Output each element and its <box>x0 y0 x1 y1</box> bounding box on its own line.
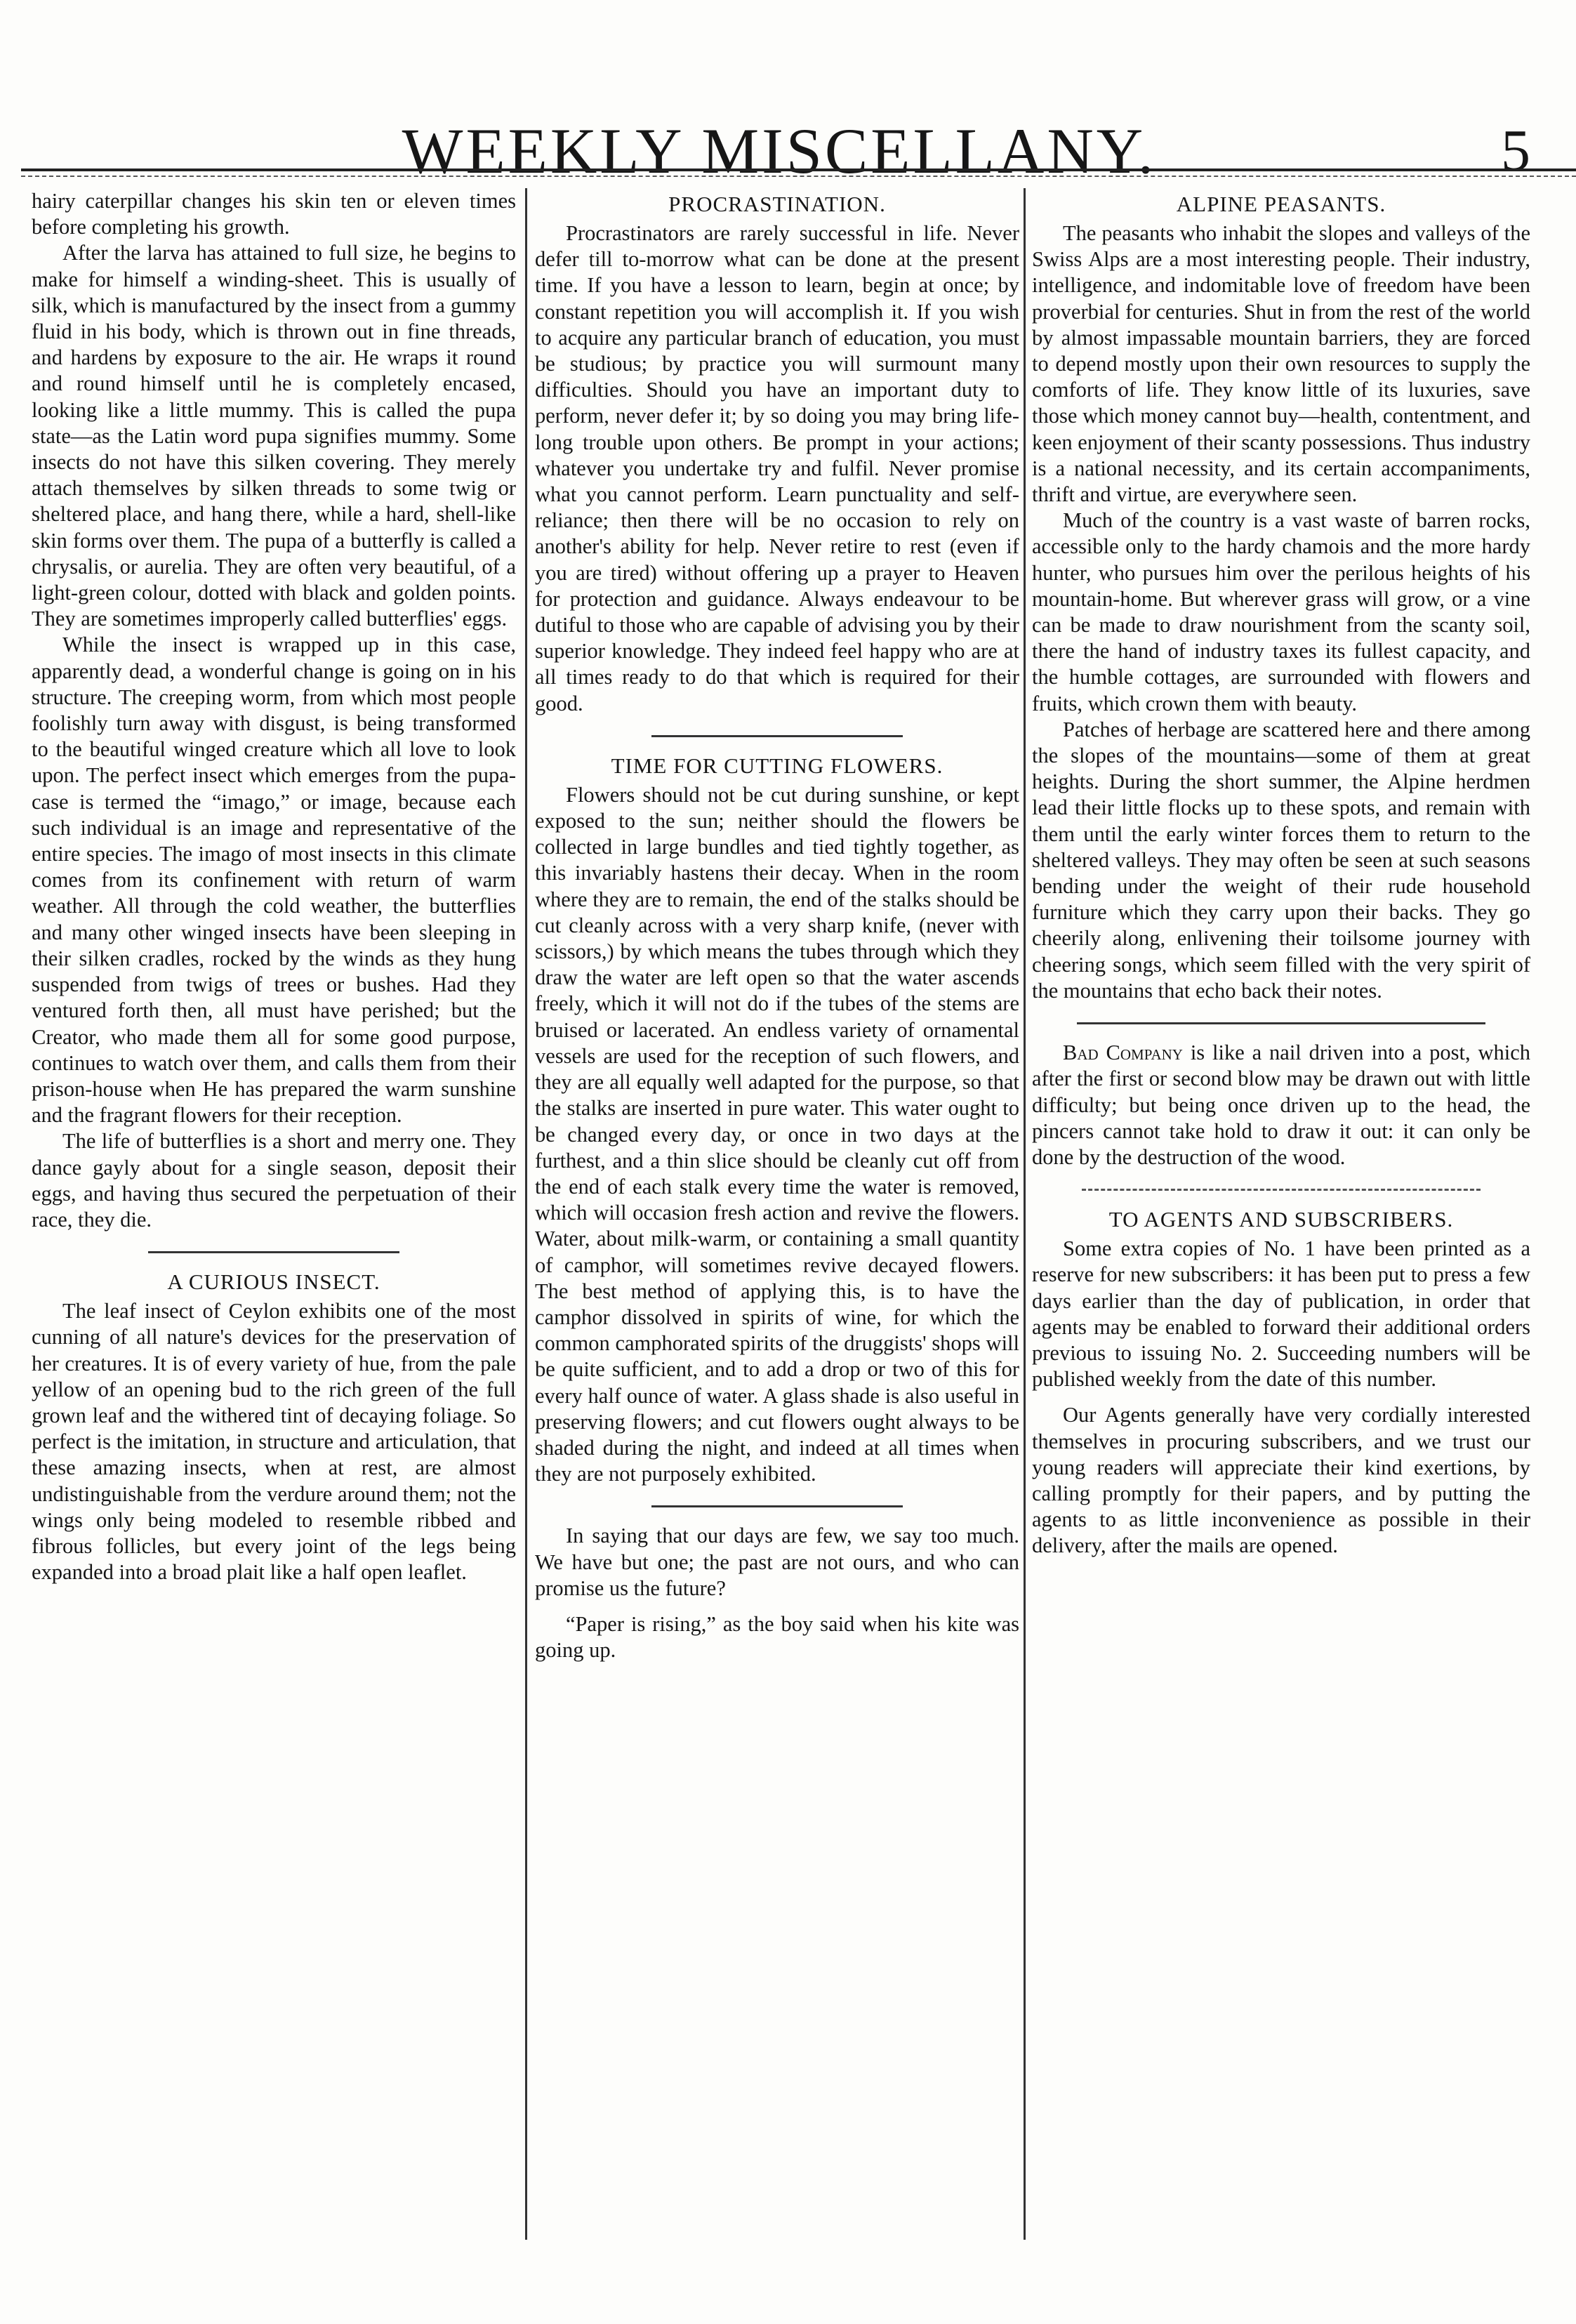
headline-alpine-peasants: ALPINE PEASANTS. <box>1176 192 1386 216</box>
article-paragraph: Much of the country is a vast waste of barren rocks, accessible only to the hardy chamois and the more hardy hunter, who pursues him over the perilous heights of his mountain-home. But wherever grass will grow, or a vine can be made to draw nourishment from the scanty soil, there the hand of industry taxes its fullest capacity, and the humble cottages, are surrounded with flowers and fruits, which crown them with beauty. <box>1032 508 1530 715</box>
article-paragraph: In saying that our days are few, we say too much. We have but one; the past are not ours, and who can promise us the future? <box>535 1524 1019 1600</box>
masthead-dashed-rule <box>21 176 1576 177</box>
column-1 <box>32 188 516 2296</box>
column-3 <box>1032 188 1530 2296</box>
article-paragraph: Some extra copies of No. 1 have been printed as a reserve for new subscribers: it has been put to press a few days earlier than the day of publication, in order that agents may be enabled to forward their additional orders previous to issuing No. 2. Succeeding numbers will be published weekly from the date of this number. <box>1032 1236 1530 1392</box>
headline-procrastination: PROCRASTINATION. <box>668 192 886 216</box>
masthead-rule <box>21 169 1576 171</box>
section-separator <box>148 1251 400 1253</box>
article-paragraph: Procrastinators are rarely successful in life. Never defer till to-morrow what can be done at the present time. If you have a lesson to learn, begin at once; by constant repetition you will accomplish it. If you wish to acquire any particular branch of education, you must be studious; by practice you will surmount many difficulties. Should you have an important duty to perform, never defer it; by so doing you may bring life-long trouble upon others. Be prompt in your actions; whatever you undertake try and fulfil. Never promise what you cannot perform. Learn punctuality and self-reliance; then there will be no occasion to rely on another's ability for help. Never retire to rest (even if you are tired) without offering up a prayer to Heaven for protection and guidance. Always endeavour to be dutiful to those who are capable of advising you by their superior knowledge. They indeed feel happy who are at all times ready to do that which is required for their good. <box>535 221 1019 715</box>
article-paragraph: The peasants who inhabit the slopes and valleys of the Swiss Alps are a most interesting people. Their industry, intelligence, and indomitable love of freedom have been proverbial for centuries. Shut in from the rest of the world by almost impassable mountain barriers, they are forced to depend mostly upon their own resources to supply the comforts of life. They know little of its luxuries, save those which money cannot buy—health, contentment, and keen enjoyment of their scanty possessions. Thus industry is a national necessity, and its certain accompaniments, thrift and virtue, are everywhere seen. <box>1032 221 1530 507</box>
headline-cutting-flowers: TIME FOR CUTTING FLOWERS. <box>611 753 943 778</box>
column-divider <box>1024 188 1026 2240</box>
article-paragraph: Flowers should not be cut during sunshine, or kept exposed to the sun; neither should the flowers be collected in large bundles and tied tightly together, as this invariably hastens their decay. When in the room where they are to remain, the end of the stalks should be cut cleanly across with a very sharp knife, (never with scissors,) by which means the tubes through which they draw the water are left open so that the water ascends freely, which it will not do if the tubes of the stems are bruised or lacerated. An endless variety of ornamental vessels are used for the reception of such flowers, and they are all equally well adapted for the purpose, so that the stalks are inserted in pure water. This water ought to be changed every day, or once in two days at the furthest, and a thin slice should be cleanly cut off from the end of each stalk every time the water is removed, which will occasion fresh action and revive the flowers. Water, about milk-warm, or containing a small quantity of camphor, will sometimes revive decayed flowers. The best method of applying this, is to have the camphor dissolved in spirits of wine, for which the common camphorated spirits of the druggists' shops will be quite sufficient, and to add a drop or two of this for every half ounce of water. A glass shade is also useful in preserving flowers; and cut flowers ought always to be shaded during the night, and indeed at all times when they are not purposely exhibited. <box>535 782 1019 1486</box>
article-paragraph: After the larva has attained to full size, he begins to make for himself a winding-sheet. This is usually of silk, which is manufactured by the insect from a gummy fluid in his body, which is thrown out in fine threads, and hardens by exposure to the air. He wraps it round and round himself until he is completely encased, looking like a little mummy. This is called the pupa state—as the Latin word pupa signifies mummy. Some insects do not have this silken covering. They merely attach themselves by silken threads to some twig or sheltered place, and hang there, while a hard, shell-like skin forms over them. The pupa of a butterfly is called a chrysalis, or aurelia. They are often very beautiful, of a light-green colour, dotted with black and golden points. They are sometimes improperly called butterflies' eggs. <box>32 241 516 631</box>
headline-curious-insect: A CURIOUS INSECT. <box>167 1269 380 1295</box>
masthead <box>28 105 1530 190</box>
headline-agents-subscribers: TO AGENTS AND SUBSCRIBERS. <box>1108 1207 1454 1232</box>
lead-in-text: Bad Company <box>1063 1041 1183 1065</box>
section-separator <box>651 1505 903 1507</box>
section-separator <box>651 735 903 737</box>
article-paragraph: The leaf insect of Ceylon exhibits one of the most cunning of all nature's devices for the preservation of her creatures. It is of every variety of hue, from the pale yellow of an opening bud to the rich green of the full grown leaf and the withered tint of decaying foliage. So perfect is the imitation, in structure and articulation, that these amazing insects, when at rest, are almost undistinguishable from the verdure around them; not the wings only being modeled to resemble ribbed and fibrous follicles, but every joint of the legs being expanded into a broad plait like a half open leaflet. <box>32 1299 516 1585</box>
article-paragraph: “Paper is rising,” as the boy said when his kite was going up. <box>535 1611 1019 1663</box>
masthead-title: WEEKLY MISCELLANY. <box>402 115 1157 187</box>
article-paragraph: hairy caterpillar changes his skin ten or eleven times before completing his growth. <box>32 189 516 239</box>
column-2 <box>535 188 1019 2296</box>
paragraph-text: is like a nail driven into a post, which after the first or second blow may be drawn out with little difficulty; but being once driven up to the head, the pincers cannot take hold to draw it out: it can only be done by the destruction of the wood. <box>1032 1041 1530 1169</box>
article-paragraph: The life of butterflies is a short and merry one. They dance gayly about for a single season, deposit their eggs, and having thus secured the perpetuation of their race, they die. <box>32 1129 516 1232</box>
article-paragraph: While the insect is wrapped up in this case, apparently dead, a wonderful change is going on in his structure. The creeping worm, from which most people foolishly turn away with disgust, is being transformed to the beautiful winged creature which all love to look upon. The perfect insect which emerges from the pupa-case is termed the “imago,” or image, because each such individual is an image and representative of the entire species. The imago of most insects in this climate comes from its confinement with return of warm weather. All through the cold weather, the butterflies and many other winged insects have been sleeping in their silken cradles, rocked by the winds as they hung suspended from twigs of trees or bushes. Had they ventured forth then, all must have perished; but the Creator, who made them all for some good purpose, continues to watch over them, and calls them from their prison-house when He has prepared the warm sunshine and the fragrant flowers for their reception. <box>32 633 516 1128</box>
page-number: 5 <box>1501 118 1530 183</box>
article-paragraph: Patches of herbage are scattered here and there among the slopes of the mountains—some of them at great heights. During the short summer, the Alpine herdmen lead their little flocks up to these spots, and remain with them until the early winter forces them to return to the sheltered valleys. They may often be seen at such seasons bending under the weight of their rude household furniture which they carry upon their backs. They go cheerily along, enlivening their toilsome journey with cheering songs, which seem filled with the very spirit of the mountains that echo back their notes. <box>1032 717 1530 1003</box>
section-separator <box>1082 1189 1481 1191</box>
article-paragraph-bad-company <box>1032 1040 1530 1170</box>
section-separator <box>1077 1022 1485 1024</box>
article-paragraph: Our Agents generally have very cordially interested themselves in procuring subscribers, and we trust our young readers will appreciate their kind exertions, by calling promptly for their papers, and by putting the agents to as little inconvenience as possible in their delivery, after the mails are opened. <box>1032 1403 1530 1558</box>
column-divider <box>525 188 527 2240</box>
